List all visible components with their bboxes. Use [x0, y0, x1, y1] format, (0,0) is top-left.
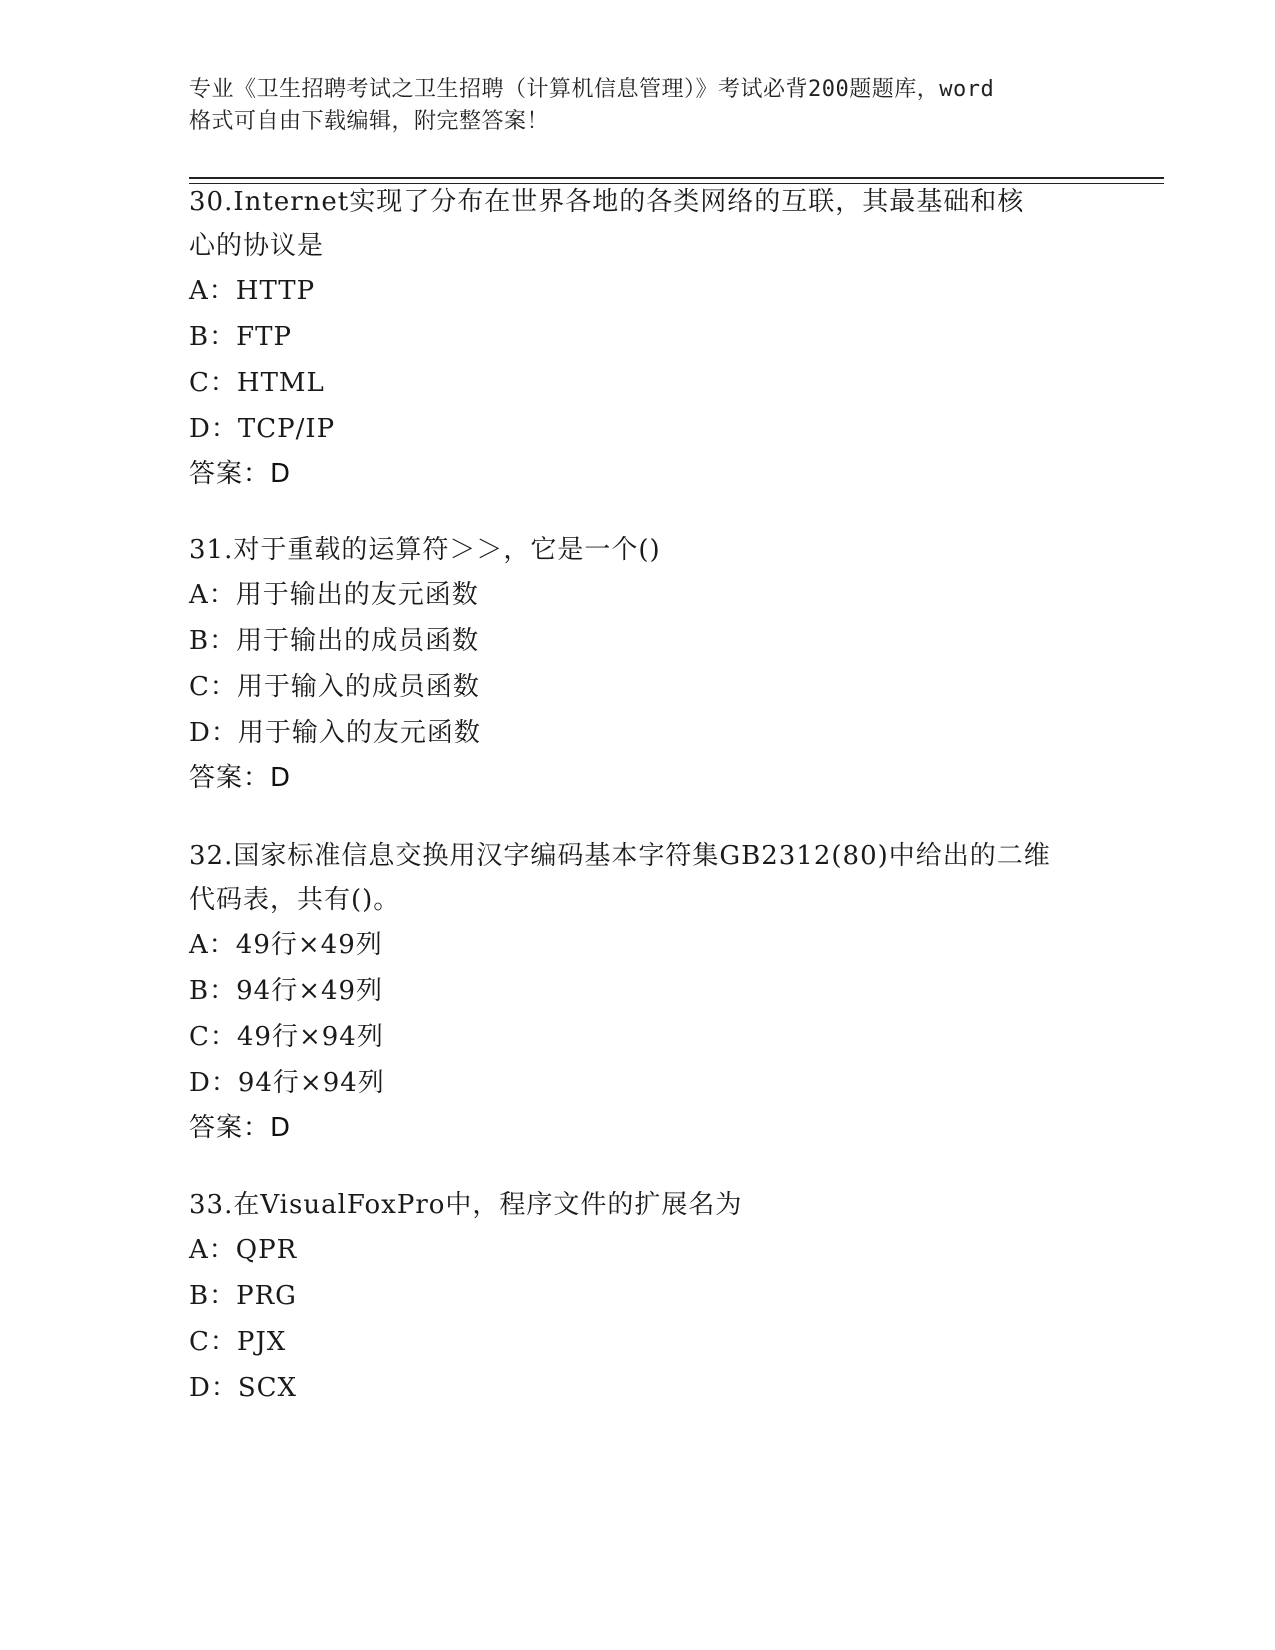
- option-a: A：QPR: [189, 1235, 298, 1265]
- question-33: [189, 1183, 1089, 1411]
- answer: 答案：D: [189, 1113, 292, 1143]
- option-c: C：HTML: [189, 368, 325, 398]
- option-b: B：PRG: [189, 1281, 297, 1311]
- answer: 答案：D: [189, 763, 292, 793]
- question-31: [189, 528, 1089, 800]
- option-d: D：用于输入的友元函数: [189, 718, 481, 748]
- option-a: A：HTTP: [189, 276, 316, 306]
- header-divider-thick: [189, 177, 1164, 179]
- question-stem: 31.对于重载的运算符＞＞，它是一个(): [189, 535, 661, 565]
- option-c: C：PJX: [189, 1327, 287, 1357]
- option-b: B：用于输出的成员函数: [189, 626, 480, 656]
- question-stem-continued: 代码表，共有()。: [189, 885, 401, 915]
- option-d: D：SCX: [189, 1373, 298, 1403]
- option-d: D：TCP/IP: [189, 414, 336, 444]
- question-30: [189, 180, 1089, 496]
- question-stem-continued: 心的协议是: [189, 231, 325, 261]
- question-stem: 30.Internet实现了分布在世界各地的各类网络的互联，其最基础和核: [189, 187, 1025, 217]
- option-a: A：49行×49列: [189, 930, 383, 960]
- option-c: C：用于输入的成员函数: [189, 672, 480, 702]
- header-line-1: 专业《卫生招聘考试之卫生招聘（计算机信息管理）》考试必背200题题库，word: [189, 77, 995, 102]
- header-line-2: 格式可自由下载编辑，附完整答案！: [189, 109, 550, 134]
- option-b: B：FTP: [189, 322, 292, 352]
- option-a: A：用于输出的友元函数: [189, 580, 479, 610]
- document-header: [189, 74, 1089, 138]
- question-stem: 33.在VisualFoxPro中，程序文件的扩展名为: [189, 1190, 743, 1220]
- option-d: D：94行×94列: [189, 1068, 385, 1098]
- answer: 答案：D: [189, 459, 292, 489]
- option-c: C：49行×94列: [189, 1022, 384, 1052]
- question-stem: 32.国家标准信息交换用汉字编码基本字符集GB2312(80)中给出的二维: [189, 841, 1051, 871]
- question-32: [189, 834, 1089, 1150]
- option-b: B：94行×49列: [189, 976, 384, 1006]
